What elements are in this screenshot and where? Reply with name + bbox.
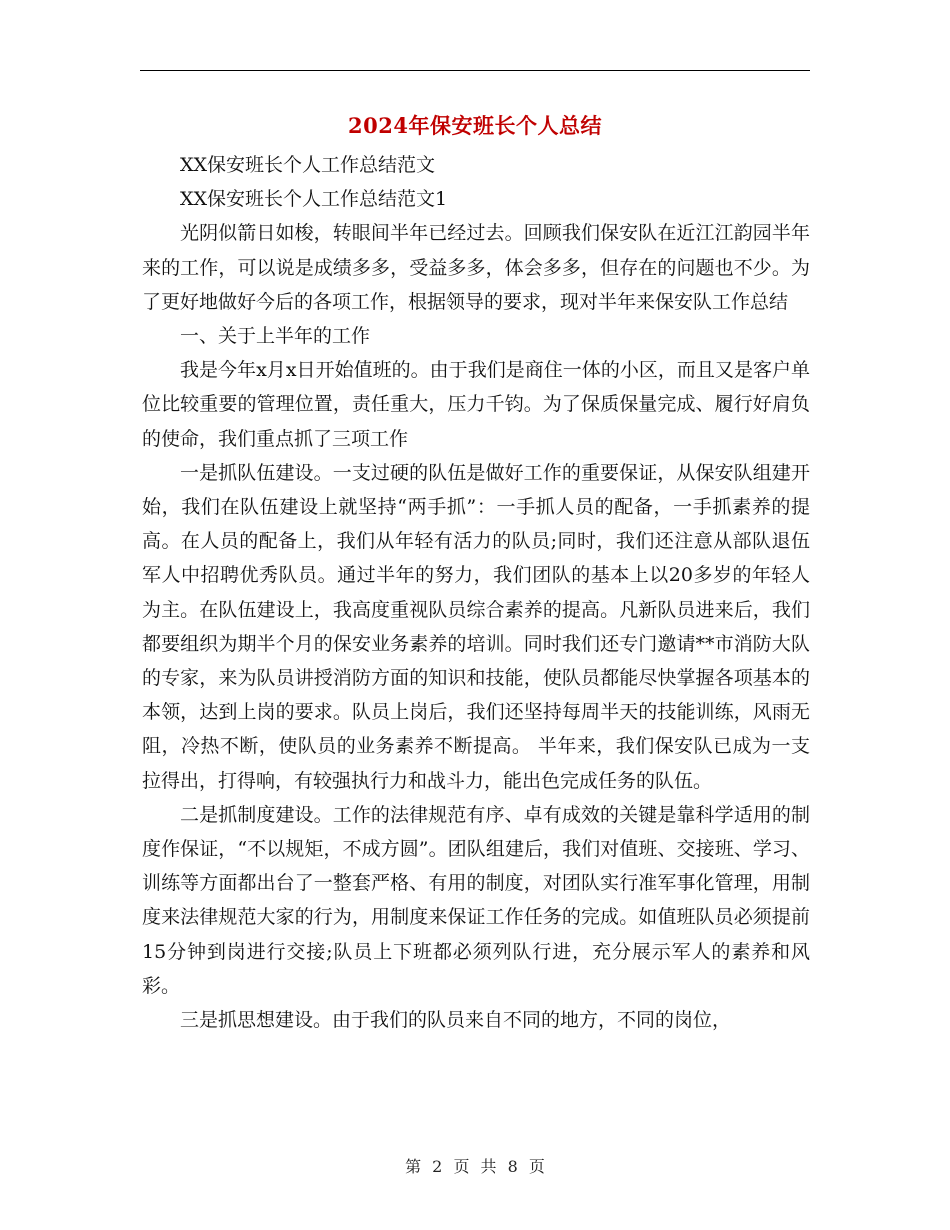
paragraph-ideology-building: 三是抓思想建设。由于我们的队员来自不同的地方，不同的岗位， bbox=[180, 1009, 732, 1032]
page-number-footer: 第 2 页 共 8 页 bbox=[405, 1157, 545, 1176]
paragraph-intro: 光阴似箭日如梭，转眼间半年已经过去。回顾我们保安队在近江江韵园半年来的工作，可以说是成绩多多，受益多多，体会多多，但存在的问题也不少。为了更好地做好今后的各项工作，根据领导的要求，现对半年来保安队工作总结 bbox=[142, 222, 810, 313]
document-body bbox=[142, 148, 810, 1037]
paragraph-subtitle-1: XX保安班长个人工作总结范文 bbox=[180, 154, 436, 176]
header-rule bbox=[140, 70, 810, 71]
paragraph-system-building: 二是抓制度建设。工作的法律规范有序、卓有成效的关键是靠科学适用的制度作保证，“不以规矩，不成方圆”。团队组建后，我们对值班、交接班、学习、训练等方面都出台了一整套严格、有用的制度，对团队实行准军事化管理，用制度来法律规范大家的行为，用制度来保证工作任务的完成。如值班队员必须提前15分钟到岗进行交接;队员上下班都必须列队行进，充分展示军人的素养和风彩。 bbox=[142, 803, 810, 997]
paragraph-start: 我是今年x月x日开始值班的。由于我们是商住一体的小区，而且又是客户单位比较重要的管理位置，责任重大，压力千钧。为了保质保量完成、履行好肩负的使命，我们重点抓了三项工作 bbox=[142, 359, 810, 450]
paragraph-subtitle-2: XX保安班长个人工作总结范文1 bbox=[180, 188, 448, 211]
document-title: 2024年保安班长个人总结 bbox=[348, 113, 602, 138]
paragraph-team-building: 一是抓队伍建设。一支过硬的队伍是做好工作的重要保证，从保安队组建开始，我们在队伍建设上就坚持“两手抓”：一手抓人员的配备，一手抓素养的提高。在人员的配备上，我们从年轻有活力的队员;同时，我们还注意从部队退伍军人中招聘优秀队员。通过半年的努力，我们团队的基本上以20多岁的年轻人为主。在队伍建设上，我高度重视队员综合素养的提高。凡新队员进来后，我们都要组织为期半个月的保安业务素养的培训。同时我们还专门邀请**市消防大队的专家，来为队员讲授消防方面的知识和技能，使队员都能尽快掌握各项基本的本领，达到上岗的要求。队员上岗后，我们还坚持每周半天的技能训练，风雨无阻，冷热不断，使队员的业务素养不断提高。 半年来，我们保安队已成为一支拉得出，打得响，有较强执行力和战斗力，能出色完成任务的队伍。 bbox=[142, 461, 810, 792]
section-heading: 一、关于上半年的工作 bbox=[180, 325, 371, 348]
